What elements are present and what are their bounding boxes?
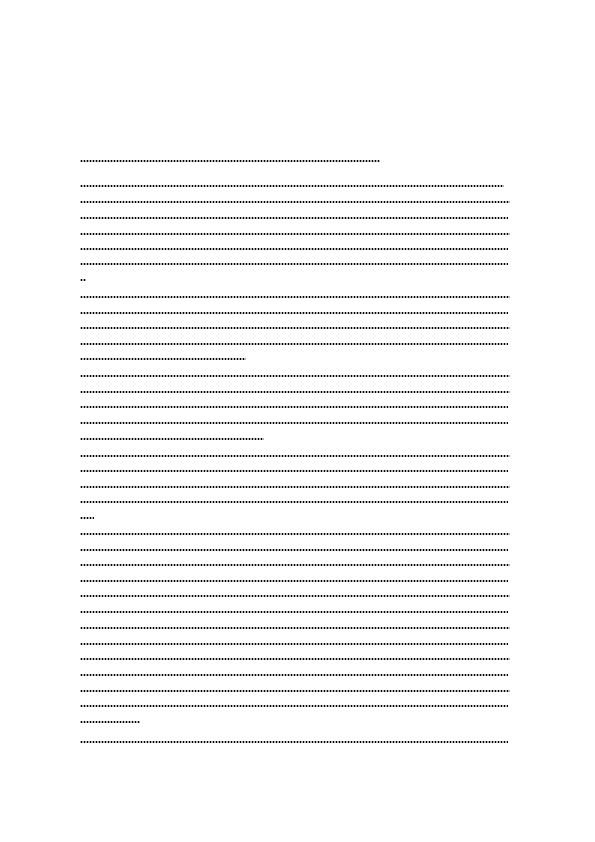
body-line xyxy=(80,372,510,380)
document-header-line-2 xyxy=(80,128,212,137)
body-line xyxy=(80,702,508,710)
body-line xyxy=(80,738,508,746)
body-line xyxy=(80,419,508,427)
body-line xyxy=(80,671,508,679)
body-line xyxy=(80,355,246,363)
body-line xyxy=(80,546,508,554)
body-line xyxy=(80,687,510,695)
body-line xyxy=(80,324,510,332)
body-line xyxy=(80,293,510,301)
body-line xyxy=(80,561,510,569)
body-line xyxy=(80,483,510,491)
body-line xyxy=(80,608,508,616)
body-line xyxy=(80,514,94,522)
body-line xyxy=(80,182,504,190)
body-line xyxy=(80,388,510,396)
body-line xyxy=(80,592,510,600)
body-line xyxy=(80,435,264,443)
body-line xyxy=(80,640,508,648)
body-line xyxy=(80,530,510,538)
document-header-line-1 xyxy=(80,101,195,110)
body-line xyxy=(80,276,86,284)
body-line xyxy=(80,452,510,460)
body-line xyxy=(80,655,510,663)
body-line xyxy=(80,624,510,632)
body-line xyxy=(80,157,380,165)
body-line xyxy=(80,340,508,348)
body-line xyxy=(80,467,508,475)
body-line xyxy=(80,577,508,585)
body-line xyxy=(80,309,508,317)
body-line xyxy=(80,214,508,222)
body-line xyxy=(80,230,510,238)
body-line xyxy=(80,718,140,726)
body-line xyxy=(80,198,510,206)
body-line xyxy=(80,245,508,253)
body-line xyxy=(80,260,508,268)
body-text xyxy=(80,150,518,750)
body-line xyxy=(80,403,508,411)
body-line xyxy=(80,498,508,506)
